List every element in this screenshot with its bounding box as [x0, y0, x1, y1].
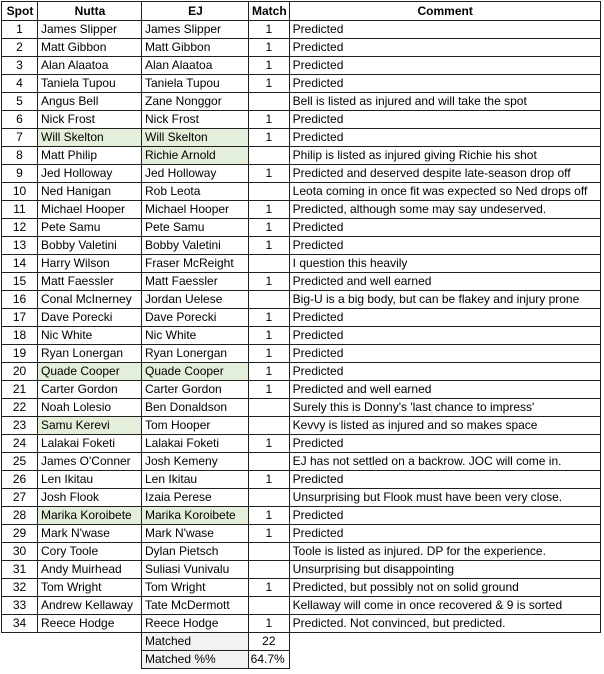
spot-cell[interactable]: 5 — [2, 93, 38, 111]
match-cell[interactable]: 1 — [249, 471, 290, 489]
spot-cell[interactable]: 23 — [2, 417, 38, 435]
match-cell[interactable]: 1 — [249, 21, 290, 39]
match-cell[interactable]: 1 — [249, 327, 290, 345]
empty-cell — [2, 651, 38, 669]
spot-cell[interactable]: 25 — [2, 453, 38, 471]
match-cell[interactable]: 1 — [249, 111, 290, 129]
comment-cell[interactable]: Predicted — [289, 237, 600, 255]
match-cell[interactable]: 1 — [249, 345, 290, 363]
comment-cell[interactable]: I question this heavily — [289, 255, 600, 273]
table-row — [2, 183, 601, 201]
table-row — [2, 345, 601, 363]
table-row — [2, 417, 601, 435]
match-cell[interactable]: 1 — [249, 273, 290, 291]
match-cell[interactable]: 1 — [249, 201, 290, 219]
spot-cell[interactable]: 7 — [2, 129, 38, 147]
ej-cell[interactable]: Mark N'wase — [142, 525, 249, 543]
ej-cell[interactable]: Matt Faessler — [142, 273, 249, 291]
match-cell[interactable]: 1 — [249, 309, 290, 327]
table-row — [2, 129, 601, 147]
nutta-cell[interactable]: Angus Bell — [38, 93, 142, 111]
spot-cell[interactable]: 26 — [2, 471, 38, 489]
table-row — [2, 543, 601, 561]
selection-table — [1, 1, 601, 669]
nutta-cell[interactable]: Bobby Valetini — [38, 237, 142, 255]
comment-cell[interactable]: Predicted — [289, 129, 600, 147]
table-row — [2, 471, 601, 489]
ej-cell[interactable]: Marika Koroibete — [142, 507, 249, 525]
comment-cell[interactable]: Predicted — [289, 21, 600, 39]
ej-cell[interactable]: Lalakai Foketi — [142, 435, 249, 453]
match-cell[interactable]: 1 — [249, 507, 290, 525]
spot-cell[interactable]: 28 — [2, 507, 38, 525]
match-cell[interactable]: 1 — [249, 39, 290, 57]
nutta-cell[interactable]: Conal McInerney — [38, 291, 142, 309]
matched-pct-value[interactable]: 64.7% — [249, 651, 290, 669]
match-cell[interactable] — [249, 147, 290, 165]
match-cell[interactable] — [249, 489, 290, 507]
summary-row-matched — [2, 633, 601, 651]
table-row — [2, 381, 601, 399]
comment-cell[interactable]: Predicted, although some may say undeserved. — [289, 201, 600, 219]
nutta-cell[interactable]: Matt Faessler — [38, 273, 142, 291]
ej-cell[interactable]: Suliasi Vunivalu — [142, 561, 249, 579]
table-row — [2, 75, 601, 93]
spot-cell[interactable]: 3 — [2, 57, 38, 75]
ej-cell[interactable]: Quade Cooper — [142, 363, 249, 381]
matched-label[interactable]: Matched — [142, 633, 249, 651]
ej-cell[interactable]: Rob Leota — [142, 183, 249, 201]
nutta-cell[interactable]: Josh Flook — [38, 489, 142, 507]
ej-cell[interactable]: Zane Nonggor — [142, 93, 249, 111]
match-cell[interactable] — [249, 453, 290, 471]
matched-pct-label[interactable]: Matched %% — [142, 651, 249, 669]
ej-cell[interactable]: Bobby Valetini — [142, 237, 249, 255]
ej-cell[interactable]: Tom Wright — [142, 579, 249, 597]
matched-value[interactable]: 22 — [249, 633, 290, 651]
ej-cell[interactable]: Will Skelton — [142, 129, 249, 147]
nutta-cell[interactable]: Harry Wilson — [38, 255, 142, 273]
nutta-cell[interactable]: Ned Hanigan — [38, 183, 142, 201]
comment-cell[interactable]: Predicted and deserved despite late-season drop off — [289, 165, 600, 183]
header-row — [2, 2, 601, 21]
nutta-cell[interactable]: Tom Wright — [38, 579, 142, 597]
spot-cell[interactable]: 16 — [2, 291, 38, 309]
nutta-cell[interactable]: Carter Gordon — [38, 381, 142, 399]
match-cell[interactable]: 1 — [249, 435, 290, 453]
table-row — [2, 93, 601, 111]
comment-cell[interactable]: Predicted and well earned — [289, 273, 600, 291]
empty-cell — [2, 633, 38, 651]
spot-cell[interactable]: 21 — [2, 381, 38, 399]
ej-cell[interactable]: Nic White — [142, 327, 249, 345]
table-row — [2, 273, 601, 291]
spreadsheet — [1, 1, 601, 669]
ej-cell[interactable]: Michael Hooper — [142, 201, 249, 219]
nutta-cell[interactable]: Michael Hooper — [38, 201, 142, 219]
comment-cell[interactable]: Predicted — [289, 39, 600, 57]
spot-cell[interactable]: 19 — [2, 345, 38, 363]
comment-cell[interactable]: Leota coming in once fit was expected so Ned drops off — [289, 183, 600, 201]
comment-cell[interactable]: Big-U is a big body, but can be flakey and injury prone — [289, 291, 600, 309]
header-ej[interactable]: EJ — [142, 2, 249, 21]
nutta-cell[interactable]: James O'Conner — [38, 453, 142, 471]
spot-cell[interactable]: 12 — [2, 219, 38, 237]
spot-cell[interactable]: 20 — [2, 363, 38, 381]
ej-cell[interactable]: Richie Arnold — [142, 147, 249, 165]
ej-cell[interactable]: Nick Frost — [142, 111, 249, 129]
ej-cell[interactable]: Pete Samu — [142, 219, 249, 237]
comment-cell[interactable]: Predicted — [289, 327, 600, 345]
spot-cell[interactable]: 14 — [2, 255, 38, 273]
comment-cell[interactable]: Predicted and well earned — [289, 381, 600, 399]
table-row — [2, 165, 601, 183]
nutta-cell[interactable]: Lalakai Foketi — [38, 435, 142, 453]
ej-cell[interactable]: Tate McDermott — [142, 597, 249, 615]
match-cell[interactable] — [249, 183, 290, 201]
nutta-cell[interactable]: Andy Muirhead — [38, 561, 142, 579]
comment-cell[interactable]: Predicted — [289, 309, 600, 327]
table-row — [2, 219, 601, 237]
match-cell[interactable]: 1 — [249, 75, 290, 93]
ej-cell[interactable]: Tom Hooper — [142, 417, 249, 435]
comment-cell[interactable]: Predicted — [289, 111, 600, 129]
table-row — [2, 111, 601, 129]
table-row — [2, 201, 601, 219]
nutta-cell[interactable]: Samu Kerevi — [38, 417, 142, 435]
comment-cell[interactable]: Predicted, but possibly not on solid ground — [289, 579, 600, 597]
table-row — [2, 435, 601, 453]
match-cell[interactable] — [249, 417, 290, 435]
ej-cell[interactable]: Ben Donaldson — [142, 399, 249, 417]
match-cell[interactable] — [249, 255, 290, 273]
empty-cell — [38, 633, 142, 651]
spot-cell[interactable]: 4 — [2, 75, 38, 93]
comment-cell[interactable]: EJ has not settled on a backrow. JOC will come in. — [289, 453, 600, 471]
ej-cell[interactable]: Carter Gordon — [142, 381, 249, 399]
ej-cell[interactable]: Dave Porecki — [142, 309, 249, 327]
match-cell[interactable]: 1 — [249, 237, 290, 255]
table-row — [2, 57, 601, 75]
match-cell[interactable]: 1 — [249, 615, 290, 633]
table-row — [2, 489, 601, 507]
spot-cell[interactable]: 24 — [2, 435, 38, 453]
ej-cell[interactable]: James Slipper — [142, 21, 249, 39]
ej-cell[interactable]: Reece Hodge — [142, 615, 249, 633]
spot-cell[interactable]: 27 — [2, 489, 38, 507]
comment-cell[interactable]: Bell is listed as injured and will take the spot — [289, 93, 600, 111]
comment-cell[interactable]: Predicted — [289, 57, 600, 75]
nutta-cell[interactable]: Matt Philip — [38, 147, 142, 165]
table-row — [2, 291, 601, 309]
comment-cell[interactable]: Unsurprising but disappointing — [289, 561, 600, 579]
ej-cell[interactable]: Len Ikitau — [142, 471, 249, 489]
table-row — [2, 615, 601, 633]
nutta-cell[interactable]: Ryan Lonergan — [38, 345, 142, 363]
nutta-cell[interactable]: James Slipper — [38, 21, 142, 39]
match-cell[interactable]: 1 — [249, 381, 290, 399]
nutta-cell[interactable]: Cory Toole — [38, 543, 142, 561]
nutta-cell[interactable]: Quade Cooper — [38, 363, 142, 381]
match-cell[interactable] — [249, 561, 290, 579]
ej-cell[interactable]: Ryan Lonergan — [142, 345, 249, 363]
empty-cell — [289, 651, 600, 669]
spot-cell[interactable]: 9 — [2, 165, 38, 183]
nutta-cell[interactable]: Pete Samu — [38, 219, 142, 237]
ej-cell[interactable]: Matt Gibbon — [142, 39, 249, 57]
summary-row-pct — [2, 651, 601, 669]
table-row — [2, 507, 601, 525]
comment-cell[interactable]: Predicted — [289, 507, 600, 525]
match-cell[interactable]: 1 — [249, 219, 290, 237]
nutta-cell[interactable]: Nick Frost — [38, 111, 142, 129]
nutta-cell[interactable]: Alan Alaatoa — [38, 57, 142, 75]
spot-cell[interactable]: 13 — [2, 237, 38, 255]
comment-cell[interactable]: Kellaway will come in once recovered & 9 is sorted — [289, 597, 600, 615]
table-row — [2, 39, 601, 57]
spot-cell[interactable]: 33 — [2, 597, 38, 615]
ej-cell[interactable]: Dylan Pietsch — [142, 543, 249, 561]
ej-cell[interactable]: Jordan Uelese — [142, 291, 249, 309]
match-cell[interactable]: 1 — [249, 165, 290, 183]
table-row — [2, 597, 601, 615]
nutta-cell[interactable]: Matt Gibbon — [38, 39, 142, 57]
empty-cell — [38, 651, 142, 669]
comment-cell[interactable]: Surely this is Donny's 'last chance to impress' — [289, 399, 600, 417]
spot-cell[interactable]: 22 — [2, 399, 38, 417]
table-row — [2, 399, 601, 417]
spot-cell[interactable]: 30 — [2, 543, 38, 561]
match-cell[interactable]: 1 — [249, 579, 290, 597]
nutta-cell[interactable]: Taniela Tupou — [38, 75, 142, 93]
spot-cell[interactable]: 10 — [2, 183, 38, 201]
comment-cell[interactable]: Predicted — [289, 219, 600, 237]
spot-cell[interactable]: 31 — [2, 561, 38, 579]
spot-cell[interactable]: 29 — [2, 525, 38, 543]
table-row — [2, 561, 601, 579]
comment-cell[interactable]: Predicted — [289, 435, 600, 453]
comment-cell[interactable]: Predicted — [289, 345, 600, 363]
nutta-cell[interactable]: Mark N'wase — [38, 525, 142, 543]
spot-cell[interactable]: 18 — [2, 327, 38, 345]
nutta-cell[interactable]: Reece Hodge — [38, 615, 142, 633]
nutta-cell[interactable]: Nic White — [38, 327, 142, 345]
spot-cell[interactable]: 32 — [2, 579, 38, 597]
table-row — [2, 363, 601, 381]
nutta-cell[interactable]: Noah Lolesio — [38, 399, 142, 417]
spot-cell[interactable]: 34 — [2, 615, 38, 633]
spot-cell[interactable]: 8 — [2, 147, 38, 165]
table-row — [2, 21, 601, 39]
table-row — [2, 147, 601, 165]
match-cell[interactable] — [249, 399, 290, 417]
match-cell[interactable] — [249, 93, 290, 111]
header-nutta[interactable]: Nutta — [38, 2, 142, 21]
nutta-cell[interactable]: Jed Holloway — [38, 165, 142, 183]
nutta-cell[interactable]: Len Ikitau — [38, 471, 142, 489]
comment-cell[interactable]: Kevvy is listed as injured and so makes space — [289, 417, 600, 435]
match-cell[interactable]: 1 — [249, 363, 290, 381]
table-row — [2, 237, 601, 255]
table-row — [2, 453, 601, 471]
comment-cell[interactable]: Predicted. Not convinced, but predicted. — [289, 615, 600, 633]
match-cell[interactable] — [249, 291, 290, 309]
ej-cell[interactable]: Taniela Tupou — [142, 75, 249, 93]
spot-cell[interactable]: 1 — [2, 21, 38, 39]
table-row — [2, 255, 601, 273]
match-cell[interactable]: 1 — [249, 525, 290, 543]
spot-cell[interactable]: 11 — [2, 201, 38, 219]
nutta-cell[interactable]: Andrew Kellaway — [38, 597, 142, 615]
empty-cell — [289, 633, 600, 651]
nutta-cell[interactable]: Will Skelton — [38, 129, 142, 147]
match-cell[interactable] — [249, 543, 290, 561]
comment-cell[interactable]: Predicted — [289, 363, 600, 381]
comment-cell[interactable]: Toole is listed as injured. DP for the experience. — [289, 543, 600, 561]
comment-cell[interactable]: Unsurprising but Flook must have been very close. — [289, 489, 600, 507]
spot-cell[interactable]: 6 — [2, 111, 38, 129]
ej-cell[interactable]: Fraser McReight — [142, 255, 249, 273]
nutta-cell[interactable]: Marika Koroibete — [38, 507, 142, 525]
match-cell[interactable]: 1 — [249, 57, 290, 75]
spot-cell[interactable]: 15 — [2, 273, 38, 291]
ej-cell[interactable]: Alan Alaatoa — [142, 57, 249, 75]
table-row — [2, 579, 601, 597]
comment-cell[interactable]: Philip is listed as injured giving Richie his shot — [289, 147, 600, 165]
header-comment[interactable]: Comment — [289, 2, 600, 21]
ej-cell[interactable]: Izaia Perese — [142, 489, 249, 507]
ej-cell[interactable]: Josh Kemeny — [142, 453, 249, 471]
nutta-cell[interactable]: Dave Porecki — [38, 309, 142, 327]
match-cell[interactable] — [249, 597, 290, 615]
comment-cell[interactable]: Predicted — [289, 525, 600, 543]
comment-cell[interactable]: Predicted — [289, 75, 600, 93]
spot-cell[interactable]: 17 — [2, 309, 38, 327]
table-row — [2, 525, 601, 543]
header-spot[interactable]: Spot — [2, 2, 38, 21]
table-row — [2, 327, 601, 345]
comment-cell[interactable]: Predicted — [289, 471, 600, 489]
ej-cell[interactable]: Jed Holloway — [142, 165, 249, 183]
match-cell[interactable]: 1 — [249, 129, 290, 147]
header-match[interactable]: Match — [249, 2, 290, 21]
table-row — [2, 309, 601, 327]
spot-cell[interactable]: 2 — [2, 39, 38, 57]
